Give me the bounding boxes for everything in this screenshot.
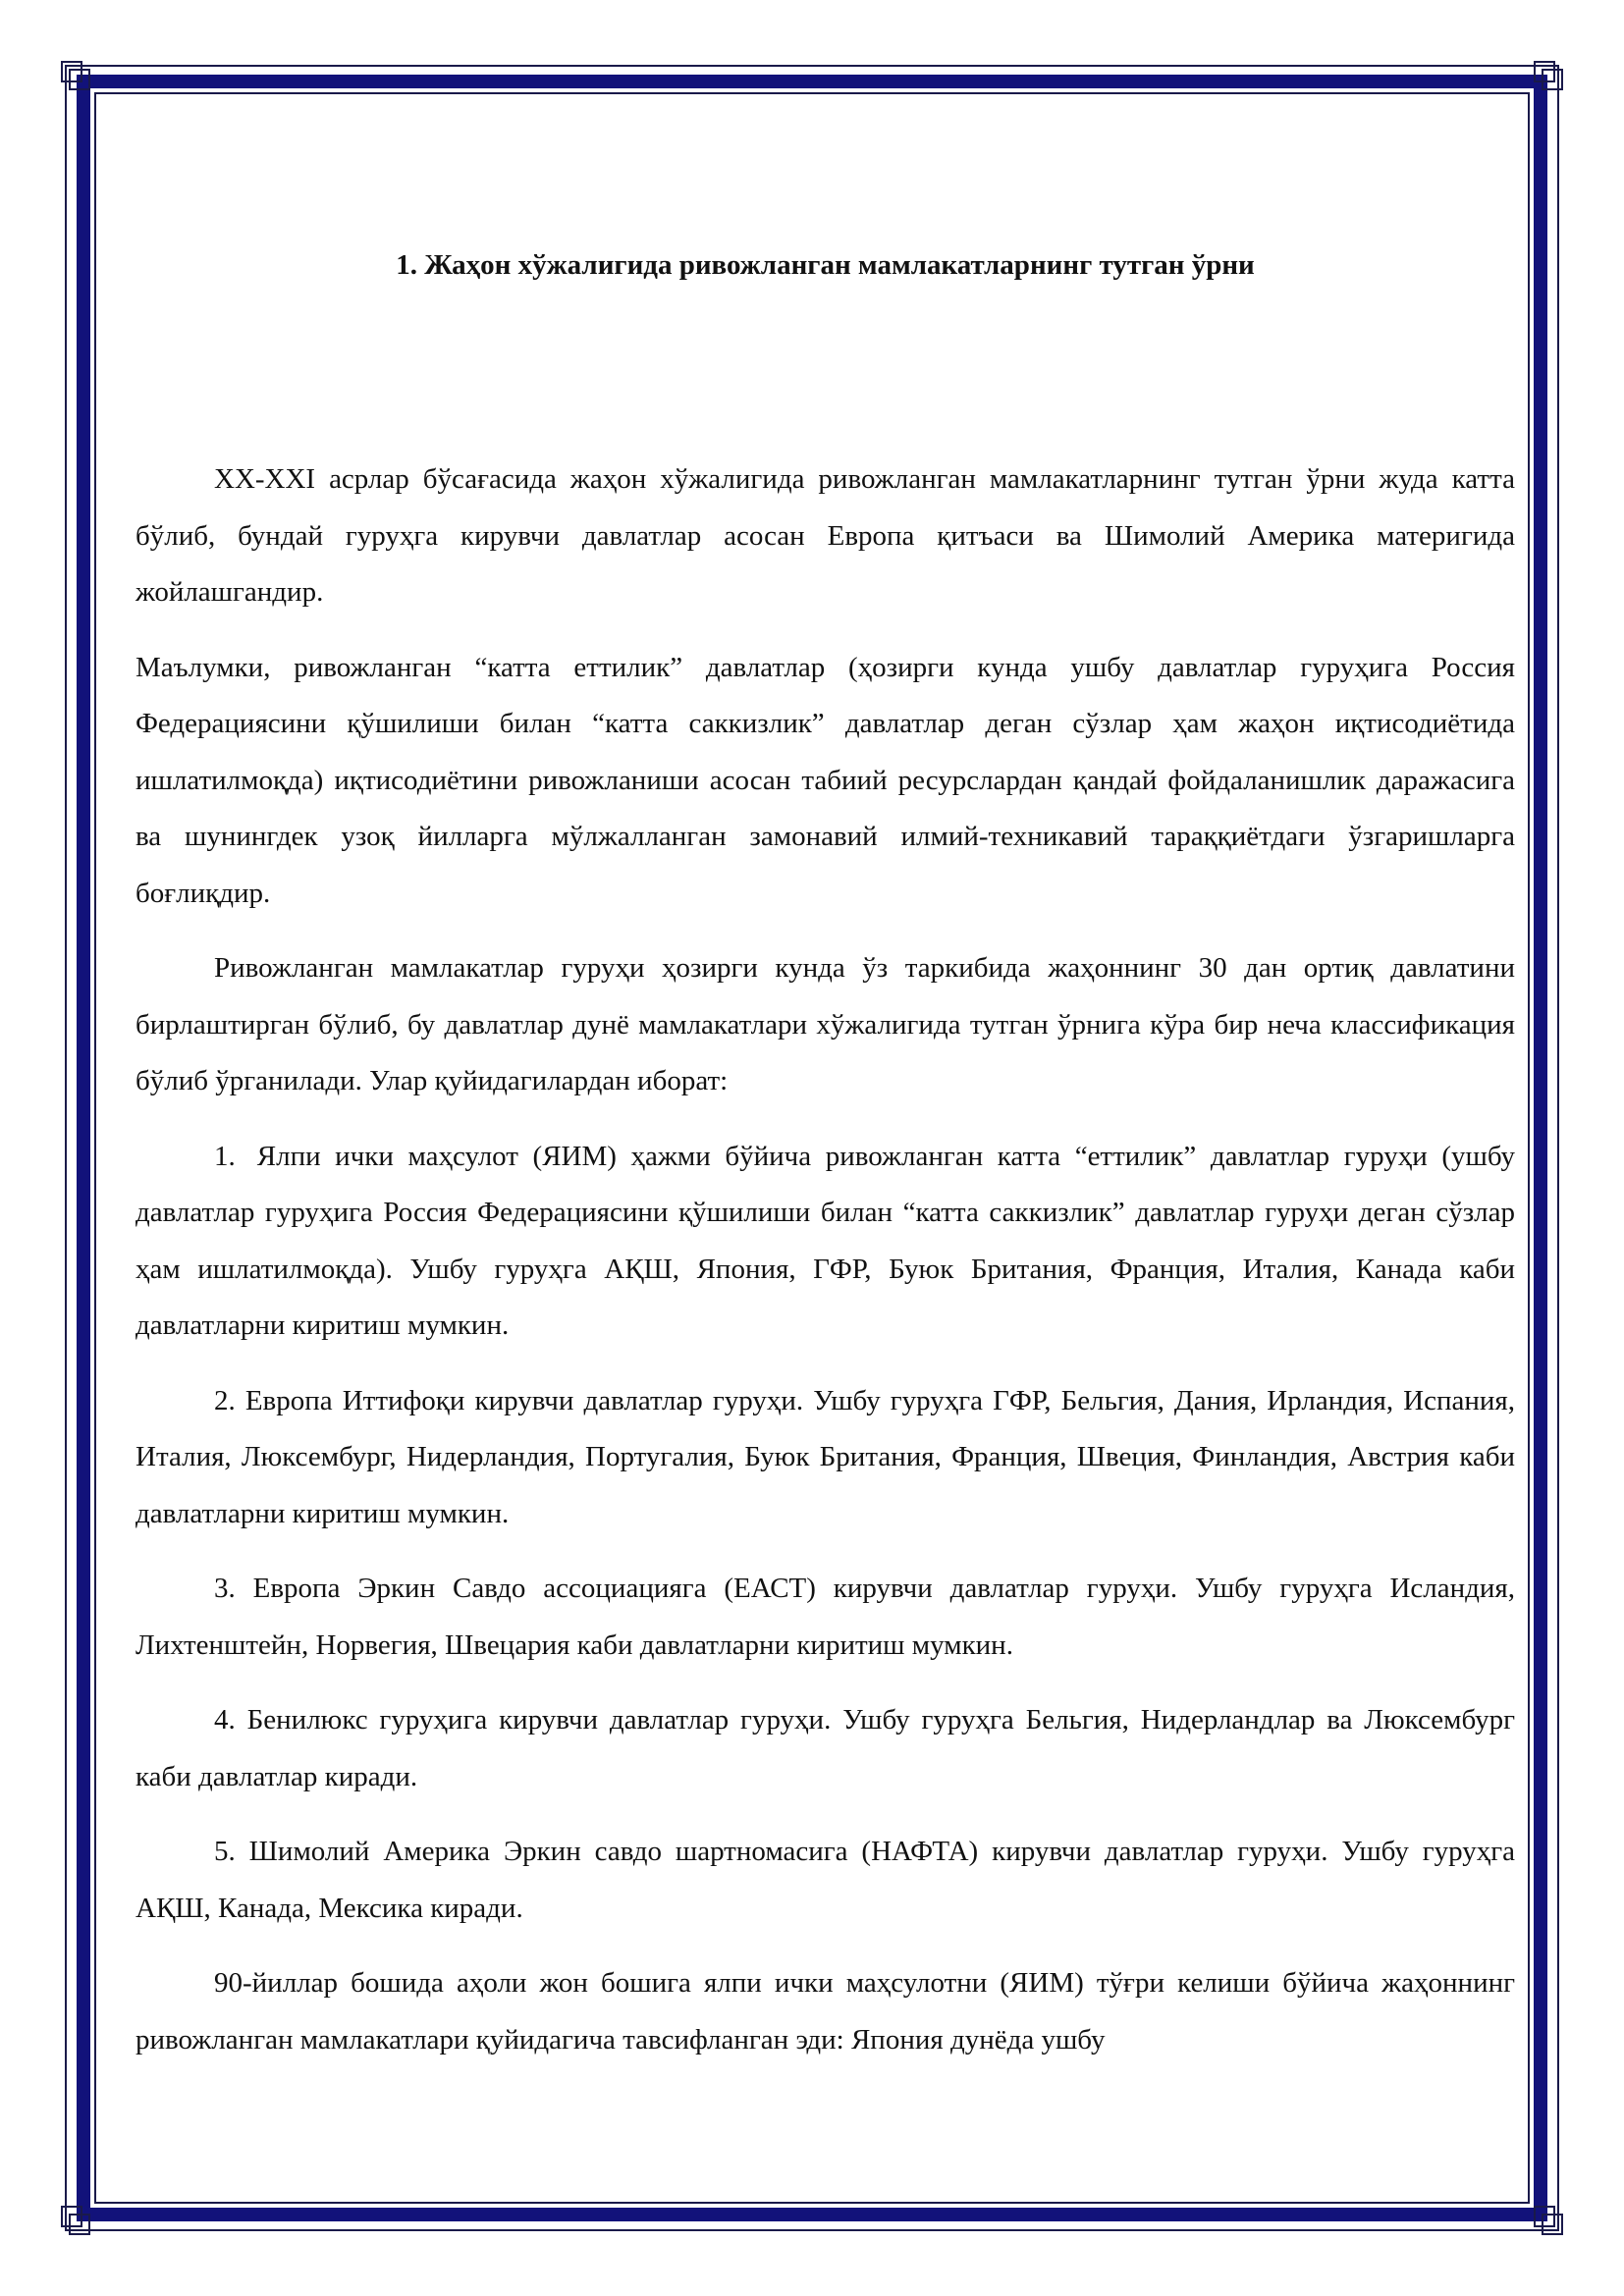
list-item-marker: 4.: [214, 1704, 236, 1735]
list-item: [135, 1824, 1515, 1937]
list-item-text: Бенилюкс гуруҳига кирувчи давлатлар гуруҳи. Ушбу гуруҳга Бельгия, Нидерландлар ва Люксембург каби давлатлар киради.: [135, 1704, 1516, 1792]
frame-corner-ornament-top-right: [1534, 61, 1563, 90]
document-body: [135, 245, 1515, 2087]
list-item-text: Ялпи ички маҳсулот (ЯИМ) ҳажми бўйича ривожланган катта “еттилик” давлатлар гуруҳи (ушбу давлатлар гуруҳига Россия Федерациясини қўшилиши билан “катта саккизлик” давлатлар гуруҳи деган сўзлар ҳам ишлатилмоқда). Ушбу гуруҳга АҚШ, Япония, ГФР, Буюк Британия, Франция, Италия, Канада каби давлатларни киритиш мумкин.: [135, 1140, 1515, 1341]
list-item-marker: 1.: [214, 1140, 236, 1172]
list-item: [135, 1692, 1515, 1805]
paragraph-groups-intro: Ривожланган мамлакатлар гуруҳи ҳозирги кунда ўз таркибида жаҳоннинг 30 дан ортиқ давлатини бирлаштирган бўлиб, бу давлатлар дунё мамлакатлари хўжалигида тутган ўрнига кўра бир неча классификация бўлиб ўрганилади. Улар қуйидагилардан иборат:: [135, 952, 1515, 1096]
list-item-text: Европа Эркин Савдо ассоциацияга (ЕАСТ) кирувчи давлатлар гуруҳи. Ушбу гуруҳга Исландия, Лихтенштейн, Норвегия, Швецария каби давлатларни киритиш мумкин.: [135, 1573, 1516, 1661]
paragraph-closing: 90-йиллар бошида аҳоли жон бошига ялпи ички маҳсулотни (ЯИМ) тўғри келиши бўйича жаҳоннинг ривожланган мамлакатлари қуйидагича тавсифланган эди: Япония дунёда ушбу: [135, 1967, 1515, 2056]
frame-corner-ornament-bottom-left: [61, 2206, 90, 2235]
list-item-marker: 2.: [214, 1384, 236, 1416]
list-item: [135, 1129, 1515, 1355]
frame-corner-ornament-top-left: [61, 61, 90, 90]
paragraph-g8: Маълумки, ривожланган “катта еттилик” давлатлар (ҳозирги кунда ушбу давлатлар гуруҳига Россия Федерациясини қўшилиши билан “катта саккизлик” давлатлар деган сўзлар ҳам жаҳон иқтисодиётида ишлатилмоқда) иқтисодиётини ривожланиши асосан табиий ресурслардан қандай фойдаланишлик даражасига ва шунингдек узоқ йилларга мўлжалланган замонавий илмий-техникавий тараққиётдаги ўзгаришларга боғлиқдир.: [135, 651, 1515, 909]
paragraph-intro: XX-XXI асрлар бўсағасида жаҳон хўжалигида ривожланган мамлакатларнинг тутган ўрни жуда катта бўлиб, бундай гуруҳга кирувчи давлатлар асосан Европа қитъаси ва Шимолий Америка материгида жойлашгандир.: [135, 463, 1515, 608]
list-item-marker: 3.: [214, 1573, 236, 1604]
list-item-marker: 5.: [214, 1836, 236, 1867]
document-title: 1. Жаҳон хўжалигида ривожланган мамлакатларнинг тутган ўрни: [396, 249, 1255, 281]
list-item: [135, 1373, 1515, 1543]
list-item-text: Европа Иттифоқи кирувчи давлатлар гуруҳи. Ушбу гуруҳга ГФР, Бельгия, Дания, Ирландия, Испания, Италия, Люксембург, Нидерландия, Португалия, Буюк Британия, Франция, Швеция, Финландия, Австрия каби давлатларни киритиш мумкин.: [135, 1384, 1515, 1529]
list-item-text: Шимолий Америка Эркин савдо шартномасига (НАФТА) кирувчи давлатлар гуруҳи. Ушбу гуруҳга АҚШ, Канада, Мексика киради.: [135, 1836, 1516, 1924]
list-item: [135, 1561, 1515, 1674]
frame-corner-ornament-bottom-right: [1534, 2206, 1563, 2235]
